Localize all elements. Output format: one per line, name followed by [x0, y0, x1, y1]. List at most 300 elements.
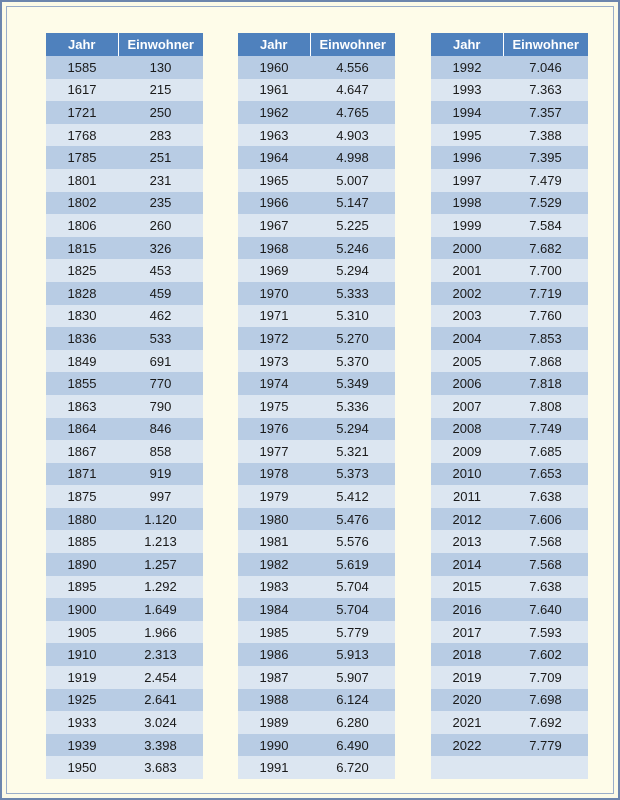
population-cell: 7.363: [503, 79, 588, 102]
year-cell: 2021: [431, 711, 503, 734]
year-cell: 1863: [46, 395, 118, 418]
population-cell: 250: [118, 101, 203, 124]
year-cell: 1972: [238, 327, 310, 350]
population-cell: 5.619: [310, 553, 395, 576]
table-header-row: [46, 33, 203, 56]
table-row: [46, 643, 203, 666]
year-cell: 1768: [46, 124, 118, 147]
header-year: Jahr: [431, 33, 503, 56]
table-row: [431, 214, 588, 237]
year-cell: 1984: [238, 598, 310, 621]
year-cell: 1867: [46, 440, 118, 463]
year-cell: 1971: [238, 305, 310, 328]
population-cell: 231: [118, 169, 203, 192]
year-cell: 2009: [431, 440, 503, 463]
table-row: [46, 192, 203, 215]
year-cell: 1989: [238, 711, 310, 734]
year-cell: 1875: [46, 485, 118, 508]
table-row: [46, 372, 203, 395]
year-cell: 1994: [431, 101, 503, 124]
table-row: [431, 79, 588, 102]
population-cell: 7.602: [503, 643, 588, 666]
population-cell: 7.357: [503, 101, 588, 124]
population-cell: 215: [118, 79, 203, 102]
year-cell: 1925: [46, 689, 118, 712]
population-cell: 7.818: [503, 372, 588, 395]
population-cell: 1.257: [118, 553, 203, 576]
table-row: [431, 621, 588, 644]
year-cell: 1973: [238, 350, 310, 373]
year-cell: 2007: [431, 395, 503, 418]
population-cell: [503, 756, 588, 779]
header-population: Einwohner: [503, 33, 588, 56]
year-cell: 1964: [238, 146, 310, 169]
year-cell: 2019: [431, 666, 503, 689]
table-row: [46, 463, 203, 486]
population-cell: 7.568: [503, 530, 588, 553]
table-row: [46, 79, 203, 102]
table-row: [46, 350, 203, 373]
population-cell: 283: [118, 124, 203, 147]
population-cell: 5.147: [310, 192, 395, 215]
population-cell: 846: [118, 418, 203, 441]
year-cell: 1970: [238, 282, 310, 305]
population-cell: 462: [118, 305, 203, 328]
table-row: [238, 463, 395, 486]
year-cell: 1919: [46, 666, 118, 689]
table-row: [431, 508, 588, 531]
table-row: [238, 530, 395, 553]
year-cell: 2002: [431, 282, 503, 305]
year-cell: 1933: [46, 711, 118, 734]
table-row: [238, 418, 395, 441]
year-cell: 1966: [238, 192, 310, 215]
population-table-3: [431, 33, 588, 779]
table-row: [238, 395, 395, 418]
table-row: [238, 598, 395, 621]
table-row: [431, 485, 588, 508]
table-row: [431, 169, 588, 192]
header-year: Jahr: [238, 33, 310, 56]
header-year: Jahr: [46, 33, 118, 56]
year-cell: 1815: [46, 237, 118, 260]
table-row: [431, 576, 588, 599]
table-row: [238, 169, 395, 192]
table-row: [46, 237, 203, 260]
year-cell: 1895: [46, 576, 118, 599]
year-cell: 1985: [238, 621, 310, 644]
year-cell: 1983: [238, 576, 310, 599]
table-row: [238, 553, 395, 576]
table-row: [431, 372, 588, 395]
population-cell: 5.704: [310, 598, 395, 621]
population-cell: 7.719: [503, 282, 588, 305]
year-cell: 1801: [46, 169, 118, 192]
table-row: [46, 508, 203, 531]
population-cell: 459: [118, 282, 203, 305]
year-cell: 2020: [431, 689, 503, 712]
table-row: [238, 508, 395, 531]
table-row: [431, 350, 588, 373]
table-row: [238, 576, 395, 599]
year-cell: 2008: [431, 418, 503, 441]
table-row: [238, 711, 395, 734]
year-cell: [431, 756, 503, 779]
table-body: [238, 56, 395, 779]
population-cell: 7.692: [503, 711, 588, 734]
year-cell: 1976: [238, 418, 310, 441]
year-cell: 2018: [431, 643, 503, 666]
year-cell: 2001: [431, 259, 503, 282]
year-cell: 2010: [431, 463, 503, 486]
table-row: [238, 372, 395, 395]
year-cell: 2005: [431, 350, 503, 373]
table-row: [46, 711, 203, 734]
table-row: [46, 553, 203, 576]
population-cell: 5.336: [310, 395, 395, 418]
population-cell: 7.868: [503, 350, 588, 373]
table-row: [46, 485, 203, 508]
population-cell: 5.349: [310, 372, 395, 395]
table-row: [238, 734, 395, 757]
table-row: [238, 305, 395, 328]
table-row: [431, 598, 588, 621]
table-row: [238, 689, 395, 712]
year-cell: 1806: [46, 214, 118, 237]
population-cell: 7.638: [503, 576, 588, 599]
population-cell: 5.412: [310, 485, 395, 508]
year-cell: 1982: [238, 553, 310, 576]
year-cell: 1585: [46, 56, 118, 79]
table-row: [431, 282, 588, 305]
table-row: [238, 259, 395, 282]
population-cell: 691: [118, 350, 203, 373]
population-cell: 5.246: [310, 237, 395, 260]
population-cell: 5.333: [310, 282, 395, 305]
table-row: [431, 237, 588, 260]
population-cell: 251: [118, 146, 203, 169]
table-row: [46, 124, 203, 147]
year-cell: 1721: [46, 101, 118, 124]
population-cell: 7.395: [503, 146, 588, 169]
table-row: [238, 666, 395, 689]
table-row: [46, 756, 203, 779]
table-row: [238, 621, 395, 644]
population-cell: 130: [118, 56, 203, 79]
population-cell: 453: [118, 259, 203, 282]
year-cell: 1890: [46, 553, 118, 576]
year-cell: 1962: [238, 101, 310, 124]
population-cell: 7.709: [503, 666, 588, 689]
population-cell: 3.024: [118, 711, 203, 734]
year-cell: 2015: [431, 576, 503, 599]
table-body: [46, 56, 203, 779]
population-cell: 4.903: [310, 124, 395, 147]
table-row: [238, 440, 395, 463]
year-cell: 1999: [431, 214, 503, 237]
population-table-2: [238, 33, 395, 779]
population-cell: 7.606: [503, 508, 588, 531]
population-cell: 5.373: [310, 463, 395, 486]
population-cell: 5.576: [310, 530, 395, 553]
table-row: [46, 214, 203, 237]
population-cell: 3.683: [118, 756, 203, 779]
year-cell: 1980: [238, 508, 310, 531]
population-cell: 5.370: [310, 350, 395, 373]
table-row: [46, 621, 203, 644]
population-cell: 2.454: [118, 666, 203, 689]
population-cell: 2.313: [118, 643, 203, 666]
year-cell: 1988: [238, 689, 310, 712]
table-row: [431, 463, 588, 486]
year-cell: 2000: [431, 237, 503, 260]
table-row: [431, 689, 588, 712]
table-row: [431, 756, 588, 779]
table-row: [46, 282, 203, 305]
year-cell: 1617: [46, 79, 118, 102]
year-cell: 1802: [46, 192, 118, 215]
year-cell: 2017: [431, 621, 503, 644]
year-cell: 1871: [46, 463, 118, 486]
table-row: [238, 79, 395, 102]
year-cell: 1996: [431, 146, 503, 169]
year-cell: 1910: [46, 643, 118, 666]
population-cell: 5.913: [310, 643, 395, 666]
table-row: [238, 146, 395, 169]
year-cell: 1855: [46, 372, 118, 395]
table-row: [431, 711, 588, 734]
table-row: [46, 418, 203, 441]
population-table-1: [46, 33, 203, 779]
table-row: [431, 192, 588, 215]
population-cell: 5.294: [310, 259, 395, 282]
population-cell: 6.280: [310, 711, 395, 734]
population-cell: 4.647: [310, 79, 395, 102]
population-cell: 5.225: [310, 214, 395, 237]
population-cell: 6.124: [310, 689, 395, 712]
year-cell: 1825: [46, 259, 118, 282]
population-cell: 4.998: [310, 146, 395, 169]
table-body: [431, 56, 588, 779]
year-cell: 1900: [46, 598, 118, 621]
year-cell: 1967: [238, 214, 310, 237]
year-cell: 1864: [46, 418, 118, 441]
population-cell: 790: [118, 395, 203, 418]
header-population: Einwohner: [310, 33, 395, 56]
year-cell: 1979: [238, 485, 310, 508]
population-cell: 6.720: [310, 756, 395, 779]
population-cell: 5.294: [310, 418, 395, 441]
table-header-row: [238, 33, 395, 56]
population-cell: 5.310: [310, 305, 395, 328]
year-cell: 2012: [431, 508, 503, 531]
table-row: [431, 305, 588, 328]
population-cell: 7.653: [503, 463, 588, 486]
year-cell: 1975: [238, 395, 310, 418]
population-cell: 2.641: [118, 689, 203, 712]
table-row: [238, 101, 395, 124]
population-cell: 5.704: [310, 576, 395, 599]
table-row: [431, 56, 588, 79]
population-cell: 7.749: [503, 418, 588, 441]
population-cell: 7.388: [503, 124, 588, 147]
year-cell: 2022: [431, 734, 503, 757]
table-row: [46, 146, 203, 169]
year-cell: 1981: [238, 530, 310, 553]
table-row: [431, 553, 588, 576]
population-cell: 5.779: [310, 621, 395, 644]
table-row: [46, 440, 203, 463]
year-cell: 1990: [238, 734, 310, 757]
population-cell: 3.398: [118, 734, 203, 757]
population-cell: 326: [118, 237, 203, 260]
year-cell: 1998: [431, 192, 503, 215]
year-cell: 1993: [431, 79, 503, 102]
population-cell: 5.321: [310, 440, 395, 463]
population-cell: 1.292: [118, 576, 203, 599]
year-cell: 2003: [431, 305, 503, 328]
table-row: [46, 56, 203, 79]
year-cell: 2016: [431, 598, 503, 621]
table-row: [431, 643, 588, 666]
year-cell: 1836: [46, 327, 118, 350]
population-cell: 1.649: [118, 598, 203, 621]
year-cell: 1960: [238, 56, 310, 79]
table-row: [431, 124, 588, 147]
year-cell: 1961: [238, 79, 310, 102]
table-row: [238, 237, 395, 260]
table-row: [431, 440, 588, 463]
year-cell: 1968: [238, 237, 310, 260]
population-cell: 7.698: [503, 689, 588, 712]
population-cell: 858: [118, 440, 203, 463]
table-row: [46, 101, 203, 124]
population-cell: 1.966: [118, 621, 203, 644]
year-cell: 1978: [238, 463, 310, 486]
year-cell: 1849: [46, 350, 118, 373]
table-row: [238, 643, 395, 666]
population-cell: 5.476: [310, 508, 395, 531]
population-cell: 5.270: [310, 327, 395, 350]
table-row: [238, 56, 395, 79]
table-row: [46, 576, 203, 599]
table-row: [431, 734, 588, 757]
population-cell: 770: [118, 372, 203, 395]
population-cell: 7.529: [503, 192, 588, 215]
population-cell: 5.007: [310, 169, 395, 192]
population-cell: 7.760: [503, 305, 588, 328]
table-row: [431, 418, 588, 441]
population-cell: 7.046: [503, 56, 588, 79]
header-population: Einwohner: [118, 33, 203, 56]
table-row: [431, 395, 588, 418]
population-cell: 4.556: [310, 56, 395, 79]
year-cell: 1997: [431, 169, 503, 192]
population-cell: 533: [118, 327, 203, 350]
table-row: [238, 282, 395, 305]
table-row: [46, 327, 203, 350]
population-cell: 919: [118, 463, 203, 486]
year-cell: 2004: [431, 327, 503, 350]
year-cell: 1992: [431, 56, 503, 79]
table-header-row: [431, 33, 588, 56]
year-cell: 1785: [46, 146, 118, 169]
table-row: [46, 689, 203, 712]
table-row: [46, 169, 203, 192]
population-cell: 7.685: [503, 440, 588, 463]
year-cell: 1885: [46, 530, 118, 553]
year-cell: 1828: [46, 282, 118, 305]
table-row: [238, 350, 395, 373]
year-cell: 2014: [431, 553, 503, 576]
year-cell: 1950: [46, 756, 118, 779]
year-cell: 1987: [238, 666, 310, 689]
population-cell: 1.213: [118, 530, 203, 553]
table-row: [46, 734, 203, 757]
year-cell: 1880: [46, 508, 118, 531]
table-row: [431, 666, 588, 689]
year-cell: 1977: [238, 440, 310, 463]
table-row: [431, 530, 588, 553]
year-cell: 2013: [431, 530, 503, 553]
population-cell: 7.593: [503, 621, 588, 644]
table-row: [238, 327, 395, 350]
population-cell: 7.638: [503, 485, 588, 508]
year-cell: 1974: [238, 372, 310, 395]
table-row: [238, 192, 395, 215]
table-row: [431, 146, 588, 169]
table-row: [46, 530, 203, 553]
table-row: [238, 124, 395, 147]
population-cell: 7.779: [503, 734, 588, 757]
page-inner-border: [6, 6, 614, 794]
population-cell: 7.568: [503, 553, 588, 576]
population-cell: 7.808: [503, 395, 588, 418]
table-row: [238, 485, 395, 508]
population-cell: 7.640: [503, 598, 588, 621]
year-cell: 1905: [46, 621, 118, 644]
table-row: [46, 259, 203, 282]
table-row: [431, 101, 588, 124]
year-cell: 1963: [238, 124, 310, 147]
year-cell: 1991: [238, 756, 310, 779]
population-cell: 235: [118, 192, 203, 215]
table-row: [238, 214, 395, 237]
year-cell: 1969: [238, 259, 310, 282]
population-cell: 1.120: [118, 508, 203, 531]
population-cell: 4.765: [310, 101, 395, 124]
population-cell: 6.490: [310, 734, 395, 757]
population-cell: 5.907: [310, 666, 395, 689]
year-cell: 1939: [46, 734, 118, 757]
table-row: [431, 259, 588, 282]
population-cell: 7.682: [503, 237, 588, 260]
year-cell: 2011: [431, 485, 503, 508]
year-cell: 1986: [238, 643, 310, 666]
table-row: [46, 598, 203, 621]
population-cell: 997: [118, 485, 203, 508]
table-row: [238, 756, 395, 779]
population-cell: 7.700: [503, 259, 588, 282]
year-cell: 1965: [238, 169, 310, 192]
table-row: [46, 305, 203, 328]
table-row: [46, 666, 203, 689]
year-cell: 1995: [431, 124, 503, 147]
year-cell: 2006: [431, 372, 503, 395]
table-row: [46, 395, 203, 418]
population-cell: 7.479: [503, 169, 588, 192]
population-cell: 260: [118, 214, 203, 237]
